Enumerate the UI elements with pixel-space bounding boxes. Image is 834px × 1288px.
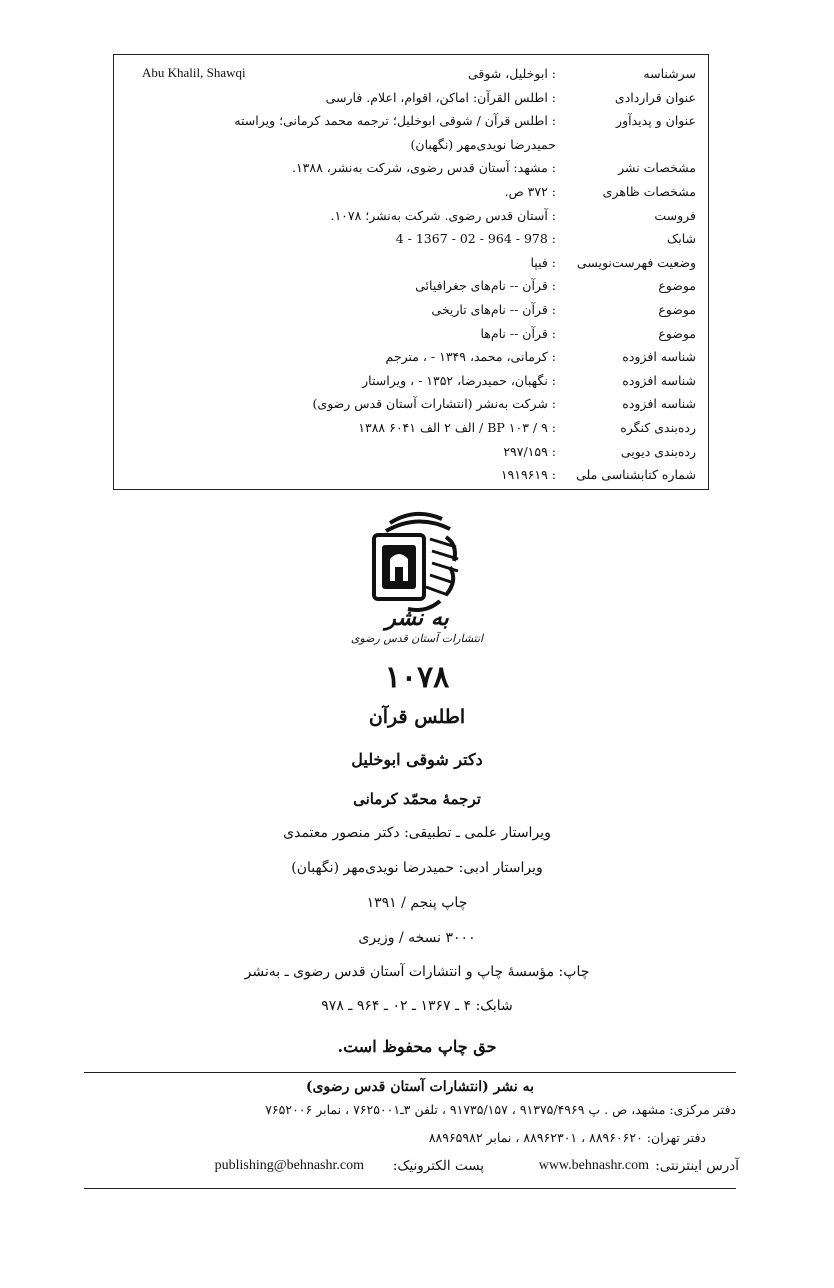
footer-bottom-rule — [84, 1188, 736, 1189]
logo-text-main: به نشر — [385, 605, 449, 631]
cip-value: : نگهبان، حمیدرضا، ۱۳۵۲ - ، ویراستار — [122, 370, 556, 392]
printer: چاپ: مؤسسهٔ چاپ و انتشارات آستان قدس رضوی ـ به‌نشر — [244, 964, 590, 980]
cip-value: : اطلس القرآن: اماکن، اقوام، اعلام. فارسی — [122, 87, 556, 109]
cip-value: : شرکت به‌نشر (انتشارات آستان قدس رضوی) — [122, 393, 556, 415]
series-number: ۱۰۷۸ — [384, 660, 450, 695]
cip-label: موضوع — [658, 278, 696, 294]
cip-label: فروست — [654, 207, 696, 223]
cip-value: : ۳۷۲ ص. — [122, 181, 556, 203]
cip-label: عنوان قراردادی — [614, 89, 696, 105]
latin-author-name: Abu Khalil, Shawqi — [142, 65, 246, 80]
cip-value: : آستان قدس رضوی. شرکت به‌نشر؛ ۱۰۷۸. — [122, 205, 556, 227]
cip-row — [114, 323, 708, 345]
cip-label: رده‌بندی دیویی — [620, 443, 696, 459]
cip-label: مشخصات نشر — [618, 160, 696, 176]
cip-row — [114, 346, 708, 368]
isbn: شابک: ۴ ـ ۱۳۶۷ ـ ۰۲ ـ ۹۶۴ ـ ۹۷۸ — [321, 998, 513, 1014]
cip-value: : کرمانی، محمد، ۱۳۴۹ - ، مترجم — [122, 346, 556, 368]
central-office: دفتر مرکزی: مشهد، ص . پ ۹۱۳۷۵/۴۹۶۹ ، ۹۱۷۳۵/۱۵۷ ، تلفن ۳ـ۷۶۲۵۰۰۱ ، نمابر ۷۶۵۲۰۰۶ — [265, 1102, 736, 1117]
cip-row — [114, 252, 708, 274]
email-label: پست الکترونیک: — [392, 1158, 484, 1174]
cip-row — [114, 370, 708, 392]
cip-label: شناسه افزوده — [622, 372, 696, 388]
web-contact-line — [99, 1158, 739, 1182]
cip-label: موضوع — [658, 302, 696, 317]
cip-row — [114, 205, 708, 227]
edition: چاپ پنجم / ۱۳۹۱ — [366, 895, 468, 911]
cip-value: : 978 - 964 - 02 - 1367 - 4 — [122, 228, 556, 250]
cip-row — [114, 393, 708, 415]
cip-label: رده‌بندی کنگره — [620, 420, 696, 435]
cip-row — [114, 63, 708, 85]
cip-row — [114, 228, 708, 250]
scientific-editor: ویراستار علمی ـ تطبیقی: دکتر منصور معتمدی — [283, 825, 551, 841]
logo-text-sub: انتشارات آستان قدس رضوی — [350, 632, 484, 645]
translator: ترجمهٔ محمّد کرمانی — [353, 790, 481, 808]
cip-row — [114, 181, 708, 203]
cip-value: : قرآن -- نام‌های جغرافیائی — [122, 275, 556, 297]
cip-box — [113, 54, 709, 490]
cip-value: : اطلس قرآن / شوقی ابوخلیل؛ ترجمه محمد کرمانی؛ ویراسته — [122, 110, 556, 132]
cip-value: : مشهد: آستان قدس رضوی، شرکت به‌نشر، ۱۳۸۸. — [122, 157, 556, 179]
cip-value: : فیپا — [122, 252, 556, 274]
cip-label: شماره کتابشناسی ملی — [576, 467, 696, 483]
web-url[interactable]: www.behnashr.com — [538, 1158, 649, 1173]
cip-label: شابک — [667, 231, 696, 247]
cip-row — [114, 157, 708, 179]
web-label: آدرس اینترنتی: — [655, 1158, 739, 1174]
cip-row — [114, 464, 708, 486]
footer-publisher: به نشر (انتشارات آستان قدس رضوی) — [305, 1079, 534, 1095]
cip-row — [114, 299, 708, 321]
cip-value: : BP ۱۰۳ / ۹ / الف ۲ الف ۶۰۴۱ ۱۳۸۸ — [122, 417, 556, 439]
cip-value: حمیدرضا نویدی‌مهر (نگهبان) — [410, 136, 556, 152]
cip-row — [114, 110, 708, 132]
cip-label: وضعیت فهرست‌نویسی — [576, 254, 696, 270]
cip-row — [114, 275, 708, 297]
copyright: حق چاپ محفوظ است. — [337, 1037, 497, 1056]
cip-value: : ۱۹۱۹۶۱۹ — [122, 464, 556, 486]
cip-row — [114, 441, 708, 463]
print-run: ۳۰۰۰ نسخه / وزیری — [358, 930, 476, 946]
cip-row — [114, 134, 708, 156]
footer-top-rule — [84, 1072, 736, 1073]
cip-row — [114, 417, 708, 439]
cip-label: سرشناسه — [643, 66, 696, 81]
author: دکتر شوقی ابوخلیل — [351, 750, 483, 769]
cip-label: مشخصات ظاهری — [602, 184, 696, 199]
email-address[interactable]: publishing@behnashr.com — [214, 1158, 364, 1173]
cip-row — [114, 87, 708, 109]
cip-label: موضوع — [658, 325, 696, 341]
tehran-office: دفتر تهران: ۸۸۹۶۰۶۲۰ ، ۸۸۹۶۲۳۰۱ ، نمابر ۸۸۹۶۵۹۸۲ — [428, 1130, 706, 1145]
cip-label: شناسه افزوده — [622, 349, 696, 365]
cip-value: : ۲۹۷/۱۵۹ — [122, 441, 556, 463]
cip-value: : قرآن -- نام‌های تاریخی — [122, 299, 556, 321]
cip-value: : ابوخلیل، شوقی — [122, 63, 556, 85]
cip-label: شناسه افزوده — [622, 396, 696, 412]
cip-value: : قرآن -- نام‌ها — [122, 323, 556, 345]
book-title: اطلس قرآن — [368, 706, 466, 728]
literary-editor: ویراستار ادبی: حمیدرضا نویدی‌مهر (نگهبان) — [291, 860, 543, 876]
cip-label: عنوان و پدیدآور — [616, 113, 696, 129]
